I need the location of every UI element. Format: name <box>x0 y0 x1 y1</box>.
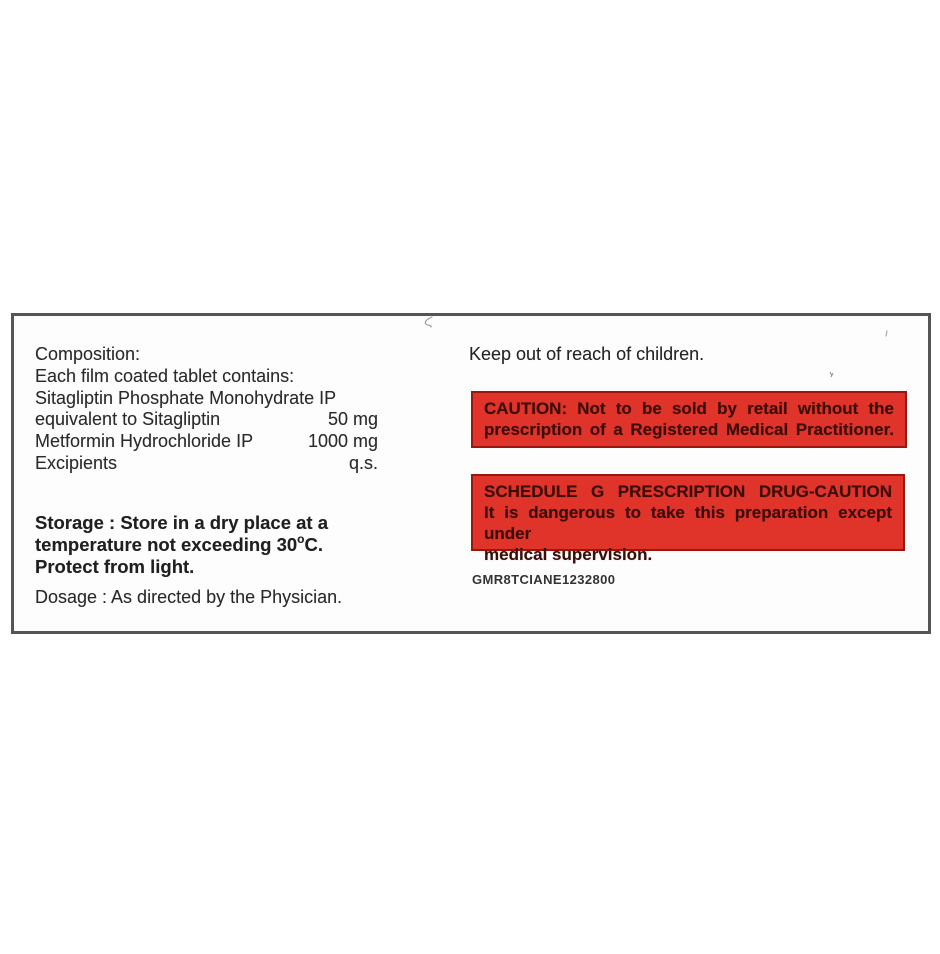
composition-row <box>35 388 378 410</box>
caution-line-1: CAUTION: Not to be sold by retail without the <box>484 399 894 418</box>
composition-subheading: Each film coated tablet contains: <box>35 365 295 386</box>
ingredient-amount: 1000 mg <box>307 431 378 452</box>
storage-section <box>35 512 395 577</box>
caution-box <box>471 391 907 448</box>
ingredient-amount: 50 mg <box>327 409 378 430</box>
schedule-line-3: medical supervision. <box>484 545 653 564</box>
ingredient-amount: q.s. <box>348 452 378 473</box>
degree-superscript: o <box>297 531 305 546</box>
ingredient-name: Sitagliptin Phosphate Monohydrate IP <box>35 387 337 408</box>
ingredient-name: Excipients <box>35 452 118 473</box>
dosage-text: Dosage : As directed by the Physician. <box>35 587 343 607</box>
schedule-g-box <box>471 474 905 564</box>
schedule-line-2: It is dangerous to take this preparation except under <box>484 503 892 543</box>
composition-row <box>35 453 378 475</box>
composition-row <box>35 409 378 431</box>
composition-heading: Composition: <box>35 344 141 364</box>
children-warning-text: Keep out of reach of children. <box>469 344 705 364</box>
ingredient-name: equivalent to Sitagliptin <box>35 409 221 430</box>
storage-line-2 <box>35 531 395 556</box>
batch-code: GMR8TCIANE1232800 <box>472 572 616 587</box>
label-card <box>11 313 931 634</box>
composition-section <box>35 344 378 475</box>
composition-row <box>35 431 378 453</box>
storage-line-2-unit: C. <box>304 533 324 555</box>
storage-line-1: Storage : Store in a dry place at a <box>35 512 329 533</box>
schedule-line-1: SCHEDULE G PRESCRIPTION DRUG-CAUTION <box>484 482 892 501</box>
storage-line-2-text: temperature not exceeding 30 <box>35 533 298 555</box>
ingredient-name: Metformin Hydrochloride IP <box>35 431 254 452</box>
caution-line-2: prescription of a Registered Medical Practitioner. <box>484 420 894 439</box>
storage-line-3: Protect from light. <box>35 555 195 577</box>
